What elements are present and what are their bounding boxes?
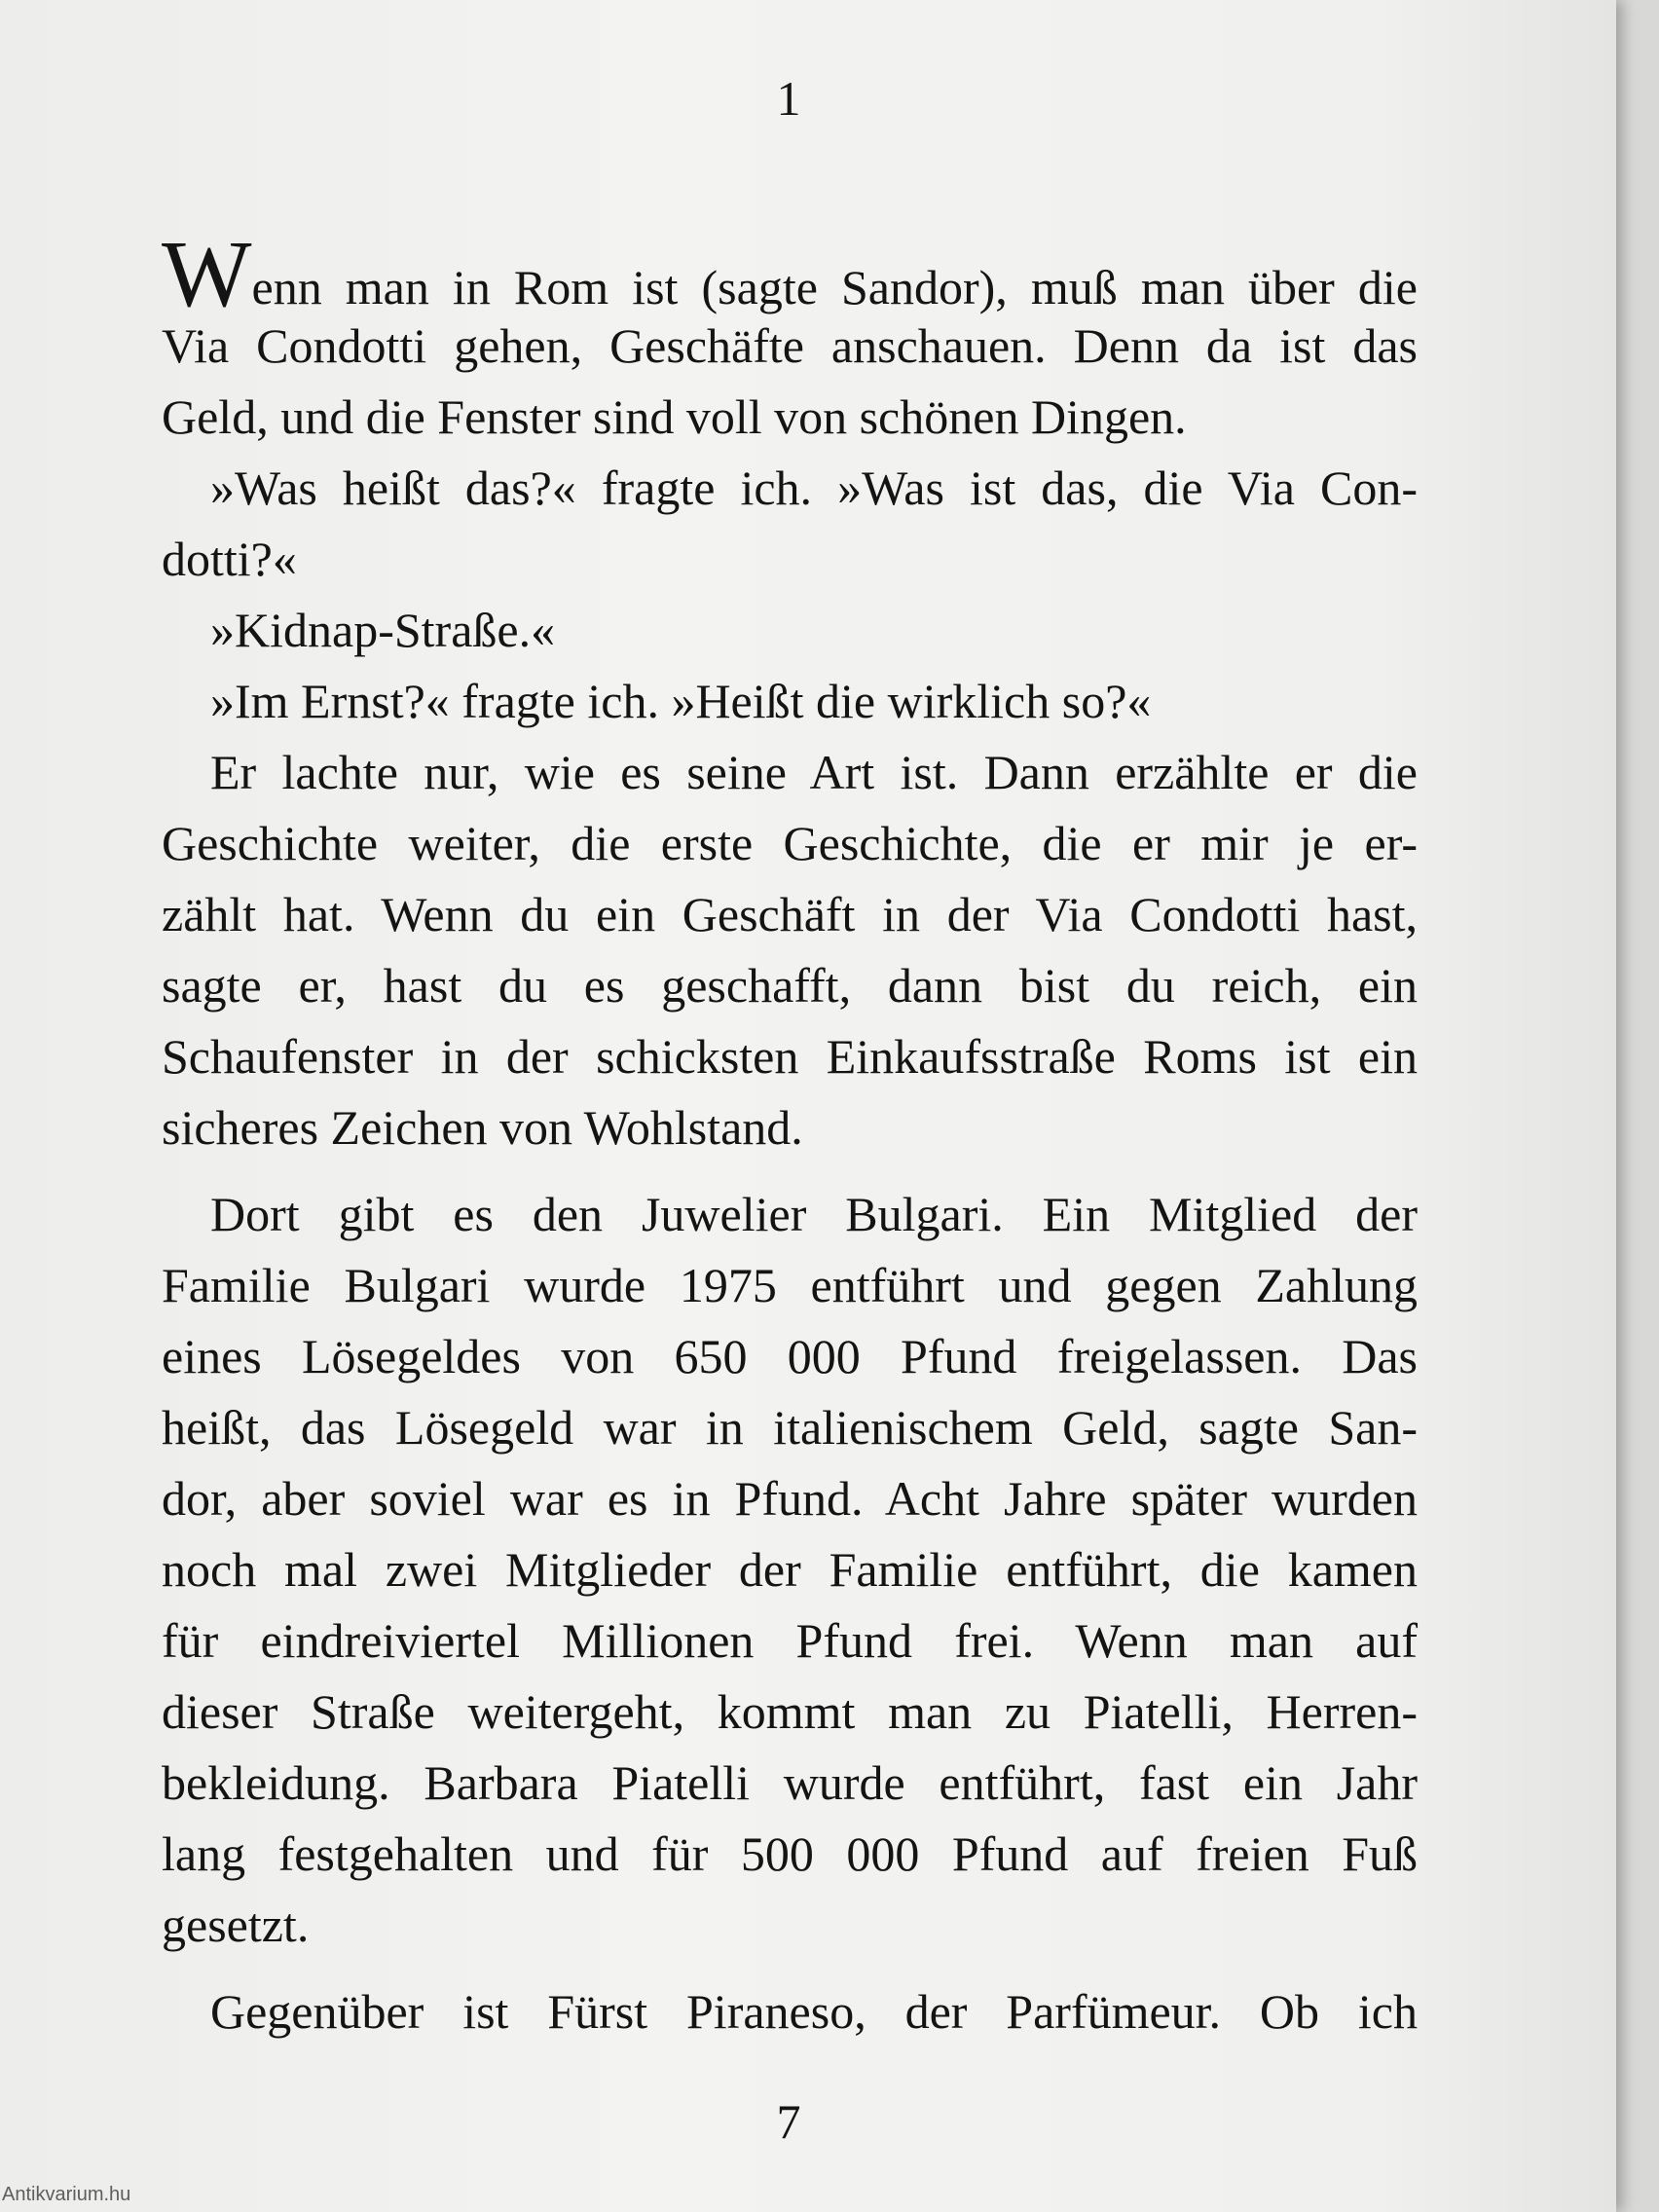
text-line: dotti?« bbox=[162, 532, 297, 586]
text-line: eines Lösegeldes von 650 000 Pfund freigelassen. Das bbox=[162, 1329, 1418, 1383]
text-line: Schaufenster in der schicksten Einkaufsstraße Roms ist ein bbox=[162, 1029, 1418, 1084]
body-text bbox=[162, 222, 1418, 2047]
drop-cap: W bbox=[162, 222, 252, 327]
text-line: lang festgehalten und für 500 000 Pfund auf freien Fuß bbox=[162, 1826, 1418, 1881]
text-line: sagte er, hast du es geschafft, dann bist du reich, ein bbox=[162, 958, 1418, 1013]
text-line: Wenn man in Rom ist (sagte Sandor), muß man über die bbox=[162, 222, 1418, 327]
text-line: dieser Straße weitergeht, kommt man zu Piatelli, Herren- bbox=[162, 1684, 1418, 1739]
text-line: »Im Ernst?« fragte ich. »Heißt die wirklich so?« bbox=[210, 674, 1152, 728]
text-line: dor, aber soviel war es in Pfund. Acht Jahre später wurden bbox=[162, 1471, 1418, 1526]
text-line: Familie Bulgari wurde 1975 entführt und gegen Zahlung bbox=[162, 1258, 1418, 1312]
page-number: 7 bbox=[776, 2094, 801, 2149]
watermark: Antikvarium.hu bbox=[2, 2184, 131, 2205]
paragraph-gap bbox=[162, 1961, 1418, 1976]
text-line: Gegenüber ist Fürst Piraneso, der Parfümeur. Ob ich bbox=[210, 1984, 1418, 2039]
text-line: heißt, das Lösegeld war in italienischem Geld, sagte San- bbox=[162, 1400, 1418, 1455]
text-line: Dort gibt es den Juwelier Bulgari. Ein Mitglied der bbox=[210, 1187, 1418, 1241]
text-line: noch mal zwei Mitglieder der Familie entführt, die kamen bbox=[162, 1542, 1418, 1597]
text-line: bekleidung. Barbara Piatelli wurde entführt, fast ein Jahr bbox=[162, 1755, 1418, 1810]
text-line: zählt hat. Wenn du ein Geschäft in der Via Condotti hast, bbox=[162, 887, 1418, 941]
text-line: »Kidnap-Straße.« bbox=[210, 603, 556, 657]
text-line: für eindreiviertel Millionen Pfund frei. Wenn man auf bbox=[162, 1613, 1418, 1668]
text-line: gesetzt. bbox=[162, 1898, 310, 1952]
text-line: Via Condotti gehen, Geschäfte anschauen. Denn da ist das bbox=[162, 318, 1418, 373]
chapter-number: 1 bbox=[776, 71, 801, 126]
text-line: »Was heißt das?« fragte ich. »Was ist das, die Via Con- bbox=[210, 461, 1418, 515]
text-line: sicheres Zeichen von Wohlstand. bbox=[162, 1100, 803, 1155]
paragraph-gap bbox=[162, 1163, 1418, 1179]
text-line: Geld, und die Fenster sind voll von schönen Dingen. bbox=[162, 389, 1187, 444]
text-line: Geschichte weiter, die erste Geschichte, die er mir je er- bbox=[162, 816, 1418, 870]
text-line: Er lachte nur, wie es seine Art ist. Dann erzählte er die bbox=[210, 745, 1418, 799]
